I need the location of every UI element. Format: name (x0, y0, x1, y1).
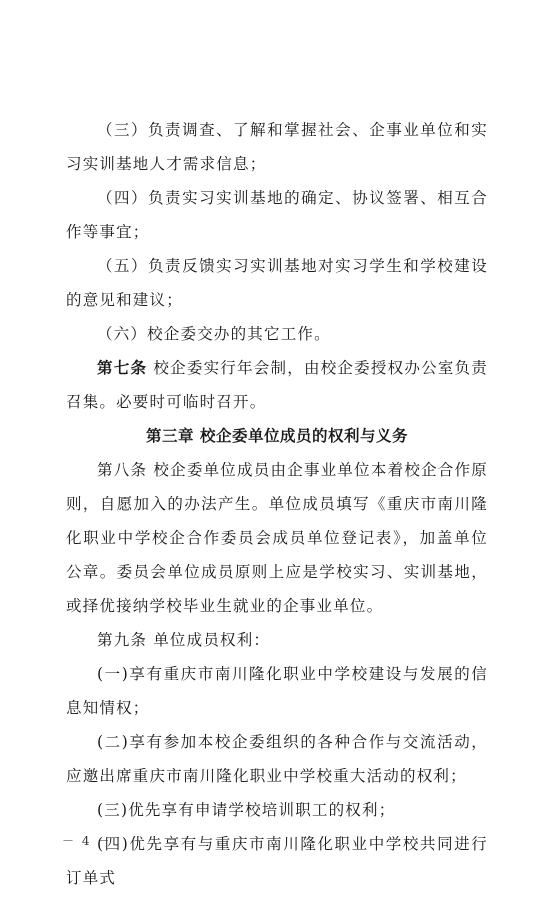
article-7-text: 校企委实行年会制，由校企委授权办公室负责召集。必要时可临时召开。 (66, 359, 488, 411)
paragraph-3: （三）负责调查、了解和掌握社会、企事业单位和实习实训基地人才需求信息； (66, 121, 488, 173)
article-9: 第九条 单位成员权利： (97, 631, 271, 649)
paragraph-4: （四）负责实习实训基地的确定、协议签署、相互合作等事宜； (66, 189, 488, 241)
article-8: 第八条 校企委单位成员由企事业单位本着校企合作原则，自愿加入的办法产生。单位成员填写《重庆市南川隆化职业中学校企合作委员会成员单位登记表》，加盖单位公章。委员会单位成员原则上应是学校实习、实训基地，或择优接纳学校毕业生就业的企事业单位。 (66, 461, 488, 615)
paragraph-6: （六）校企委交办的其它工作。 (97, 325, 331, 343)
document-body (66, 113, 488, 895)
right-2: (二)享有参加本校企委组织的各种合作与交流活动，应邀出席重庆市南川隆化职业中学校重大活动的权利； (66, 733, 488, 785)
right-3: (三)优先享有申请学校培训职工的权利； (97, 801, 396, 819)
article-7 (66, 351, 488, 419)
right-4: (四)优先享有与重庆市南川隆化职业中学校共同进行订单式 (66, 835, 488, 887)
chapter-title: 第三章 校企委单位成员的权利与义务 (146, 427, 408, 445)
right-1: (一)享有重庆市南川隆化职业中学校建设与发展的信息知情权； (66, 665, 488, 717)
paragraph-5: （五）负责反馈实习实训基地对实习学生和学校建设的意见和建议； (66, 257, 488, 309)
article-7-label: 第七条 (97, 358, 148, 377)
page-number: － 4 － (62, 834, 112, 848)
